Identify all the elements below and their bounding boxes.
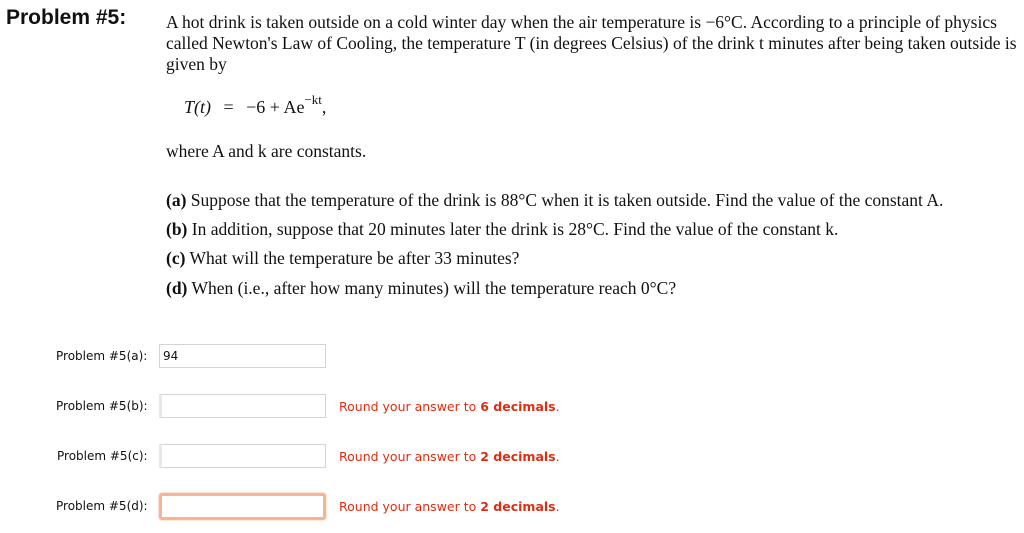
part-c-tag: (c) (166, 248, 186, 268)
answer-a-label: Problem #5(a): (56, 349, 148, 363)
part-a-tag: (a) (166, 190, 187, 210)
answer-c-label: Problem #5(c): (57, 449, 148, 463)
formula-lhs: T(t) (184, 97, 211, 117)
answer-a-input[interactable] (159, 344, 326, 368)
part-b-text: In addition, suppose that 20 minutes later the drink is 28°C. Find the value of the constant k. (191, 219, 839, 239)
answer-c-input[interactable] (159, 444, 326, 468)
answer-b-label: Problem #5(b): (56, 399, 148, 413)
formula-exponent: −kt (304, 92, 322, 107)
part-b (166, 219, 838, 240)
formula-rhs: −6 + Ae (246, 97, 305, 117)
formula-equals: = (223, 97, 234, 117)
cooling-formula (184, 92, 326, 118)
answer-d-hint: Round your answer to 2 decimals. (339, 499, 560, 514)
answer-d-input[interactable] (159, 493, 326, 520)
formula-tail: , (321, 97, 327, 117)
answer-c-hint: Round your answer to 2 decimals. (339, 449, 560, 464)
part-a-text: Suppose that the temperature of the drink is 88°C when it is taken outside. Find the value of the constant A. (190, 190, 944, 210)
part-d-tag: (d) (166, 278, 188, 298)
answer-b-input[interactable] (159, 394, 326, 418)
part-a (166, 190, 943, 211)
part-d-text: When (i.e., after how many minutes) will the temperature reach 0°C? (191, 278, 677, 298)
part-c-text: What will the temperature be after 33 minutes? (189, 248, 520, 268)
answer-b-hint: Round your answer to 6 decimals. (339, 399, 560, 414)
where-text: where A and k are constants. (166, 141, 367, 161)
problem-statement: A hot drink is taken outside on a cold winter day when the air temperature is −6°C. According to a principle of physics called Newton's Law of Cooling, the temperature T (in degrees Celsius) of the drink t minutes after being taken outside is given by (166, 12, 1017, 74)
problem-heading: Problem #5: (6, 6, 127, 29)
part-d (166, 278, 676, 299)
part-b-tag: (b) (166, 219, 188, 239)
part-c (166, 248, 519, 269)
answer-d-label: Problem #5(d): (56, 499, 148, 513)
